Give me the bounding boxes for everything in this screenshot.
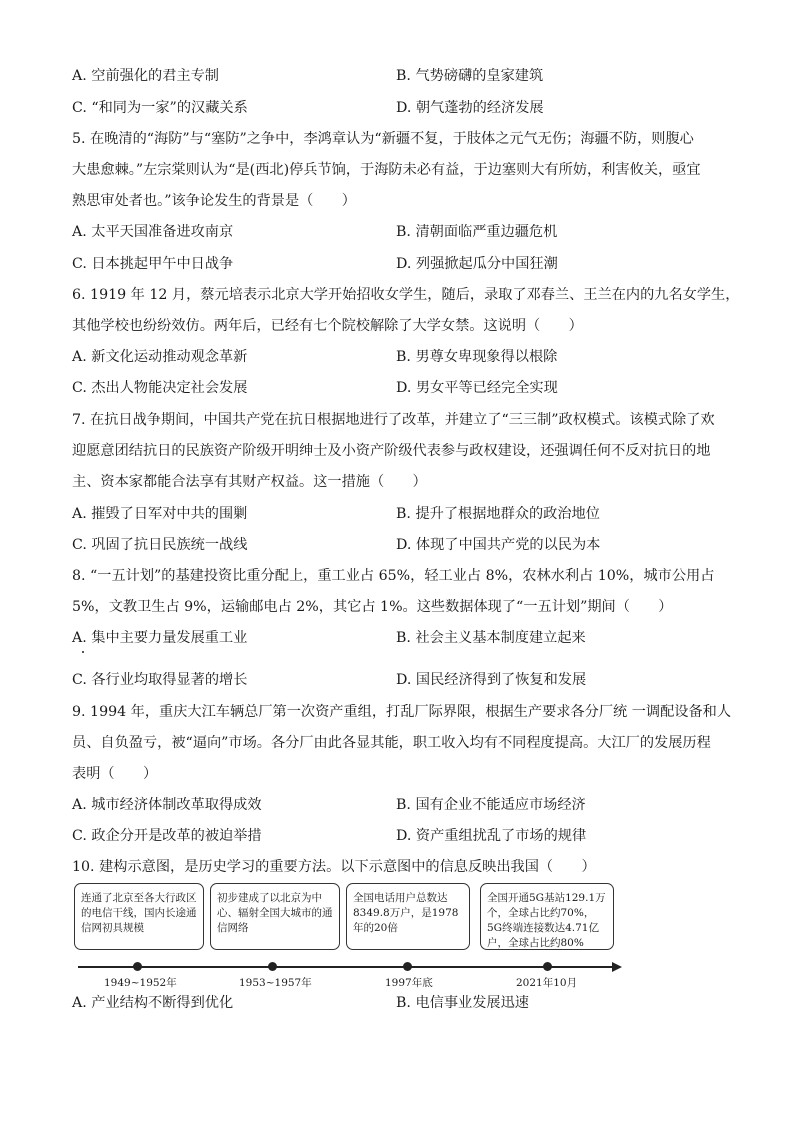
q6-option-c: C. 杰出人物能决定社会发展 (72, 380, 248, 396)
q5-stem-line-2: 大患愈棘。”左宗棠则认为“是(西北)停兵节饷，于海防未必有益，于边塞则大有所妨，利害攸关，亟宜 (72, 162, 701, 178)
q4-option-b: B. 气势磅礴的皇家建筑 (396, 68, 544, 84)
q10-option-b: B. 电信事业发展迅速 (396, 995, 529, 1011)
timeline-date-4: 2021年10月 (516, 977, 578, 989)
q7-option-d: D. 体现了中国共产党的以民为本 (396, 537, 601, 553)
q10-option-a: A. 产业结构不断得到优化 (72, 995, 234, 1011)
q7-stem-line-1: 7. 在抗日战争期间，中国共产党在抗日根据地进行了改革，并建立了“三三制”政权模式。该模式除了欢 (72, 412, 715, 428)
timeline-box-2: 初步建成了以北京为中心、辐射全国大城市的通信网络 (210, 883, 340, 950)
timeline-box-4: 全国开通5G基站129.1万个，全球占比约70%，5G终端连接数达4.71亿户，全球占比约80% (480, 883, 614, 950)
q4-option-c: C. “和同为一家”的汉藏关系 (72, 100, 248, 116)
q5-option-c: C. 日本挑起甲午中日战争 (72, 256, 234, 272)
q8-stem-line-1: 8. “一五计划”的基建投资比重分配上，重工业占 65%，轻工业占 8%，农林水利占 10%，城市公用占 (72, 568, 715, 584)
timeline-date-3: 1997年底 (385, 977, 433, 989)
q4-option-d: D. 朝气蓬勃的经济发展 (396, 100, 544, 116)
q8-stem-line-2: 5%，文教卫生占 9%，运输邮电占 2%，其它占 1%。这些数据体现了“一五计划”期间（ ） (72, 599, 673, 615)
timeline-box-1: 连通了北京至各大行政区的电信干线，国内长途通信网初具规模 (74, 883, 204, 950)
q5-option-b: B. 清朝面临严重边疆危机 (396, 224, 558, 240)
timeline-axis (78, 966, 616, 968)
q10-timeline-diagram (72, 880, 632, 990)
q8-option-c: C. 各行业均取得显著的增长 (72, 672, 248, 688)
q7-stem-line-2: 迎愿意团结抗日的民族资产阶级开明绅士及小资产阶级代表参与政权建设，还强调任何不反对抗日的地 (72, 443, 711, 459)
q7-stem-line-3: 主、资本家都能合法享有其财产权益。这一措施（ ） (72, 474, 427, 490)
q6-option-b: B. 男尊女卑现象得以根除 (396, 349, 558, 365)
q7-option-a: A. 摧毁了日军对中共的围剿 (72, 506, 248, 522)
timeline-dot-4 (543, 962, 552, 971)
q8-option-b: B. 社会主义基本制度建立起来 (396, 630, 586, 646)
q6-option-d: D. 男女平等已经完全实现 (396, 380, 558, 396)
timeline-dot-3 (403, 962, 412, 971)
q10-stem: 10. 建构示意图，是历史学习的重要方法。以下示意图中的信息反映出我国（ ） (72, 859, 596, 875)
q9-option-a: A. 城市经济体制改革取得成效 (72, 797, 262, 813)
q8-option-d: D. 国民经济得到了恢复和发展 (396, 672, 587, 688)
q6-option-a: A. 新文化运动推动观念革新 (72, 349, 248, 365)
q5-stem-line-1: 5. 在晚清的“海防”与“塞防”之争中，李鸿章认为“新疆不复，于肢体之元气无伤；海疆不防，则腹心 (72, 131, 694, 147)
q9-stem-line-2: 员、自负盈亏，被“逼向”市场。各分厂由此各显其能，职工收入均有不同程度提高。大江厂的发展历程 (72, 735, 711, 751)
timeline-date-2: 1953~1957年 (239, 977, 312, 989)
q7-option-c: C. 巩固了抗日民族统一战线 (72, 537, 248, 553)
timeline-box-3: 全国电话用户总数达8349.8万户，是1978年的20倍 (346, 883, 470, 950)
q6-stem-line-2: 其他学校也纷纷效仿。两年后，已经有七个院校解除了大学女禁。这说明（ ） (72, 318, 583, 334)
q5-option-a: A. 太平天国准备进攻南京 (72, 224, 234, 240)
q9-option-c: C. 政企分开是改革的被迫举措 (72, 828, 262, 844)
q4-option-a: A. 空前强化的君主专制 (72, 68, 219, 84)
timeline-dot-1 (133, 962, 142, 971)
q5-option-d: D. 列强掀起瓜分中国狂潮 (396, 256, 558, 272)
q6-stem-line-1: 6. 1919 年 12 月，蔡元培表示北京大学开始招收女学生，随后，录取了邓春兰、王兰在内的九名女学生， (72, 287, 740, 303)
q9-stem-line-1: 9. 1994 年，重庆大江车辆总厂第一次资产重组，打乱厂际界限，根据生产要求各分厂统 一调配设备和人 (72, 704, 732, 720)
timeline-date-1: 1949~1952年 (104, 977, 177, 989)
q7-option-b: B. 提升了根据地群众的政治地位 (396, 506, 600, 522)
q5-stem-line-3: 熟思审处者也。”该争论发生的背景是（ ） (72, 193, 356, 209)
q8-option-a: A. 集中主要力量发展重工业 (72, 630, 248, 646)
q9-option-d: D. 资产重组扰乱了市场的规律 (396, 828, 587, 844)
timeline-arrow-icon (612, 962, 622, 972)
q9-stem-line-3: 表明（ ） (72, 766, 158, 782)
timeline-dot-2 (268, 962, 277, 971)
q9-option-b: B. 国有企业不能适应市场经济 (396, 797, 586, 813)
stray-dot-mark (82, 651, 84, 653)
